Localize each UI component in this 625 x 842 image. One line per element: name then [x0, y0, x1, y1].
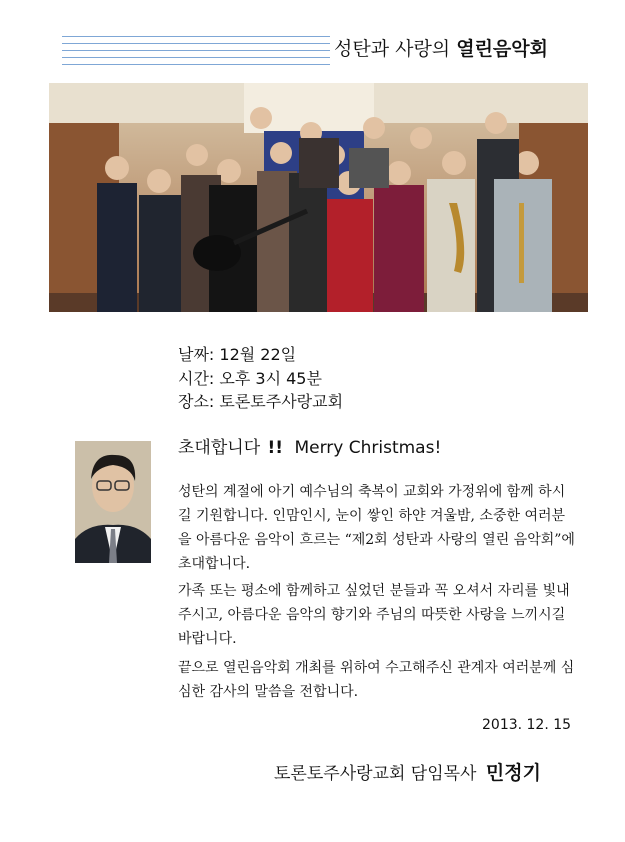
- title-part1: 성탄과 사랑의: [334, 38, 457, 60]
- invitation-heading: [178, 433, 441, 458]
- event-time: 시간: 오후 3시 45분: [178, 369, 322, 388]
- group-photo: [49, 83, 588, 312]
- paragraph-thanks: 끝으로 열린음악회 개최를 위하여 수고해주신 관계자 여러분께 심심한 감사의 말씀을 전합니다.: [178, 660, 575, 700]
- page-title: [334, 34, 548, 61]
- title-part2: 열린음악회: [456, 38, 548, 60]
- paragraph-invitation: 가족 또는 평소에 함께하고 싶었던 분들과 꼭 오셔서 자리를 빛내 주시고, 아름다운 음악의 향기와 주님의 따뜻한 사랑을 느끼시길 바랍니다.: [178, 583, 570, 647]
- group-photo-image: [49, 83, 588, 312]
- event-place: 장소: 토론토주사랑교회: [178, 392, 344, 411]
- pastor-photo: [75, 441, 151, 563]
- signature-prefix: 토론토주사랑교회 담임목사: [274, 764, 477, 784]
- event-date: 날짜: 12월 22일: [178, 345, 297, 364]
- paragraph-greeting: 성탄의 계절에 아기 예수님의 축복이 교회와 가정위에 함께 하시길 기원합니다. 인맘인시, 눈이 쌓인 하얀 겨울밤, 소중한 여러분을 아름다운 음악이 흐르는 “제2회 성탄과 사랑의 열린 음악회”에 초대합니다.: [178, 484, 575, 572]
- heading-english: Merry Christmas!: [294, 438, 442, 458]
- heading-mark: !!: [267, 438, 284, 458]
- pastor-portrait-image: [75, 441, 151, 563]
- heading-korean: 초대합니다: [178, 438, 261, 458]
- letter-date: 2013. 12. 15: [482, 717, 572, 733]
- header-decorative-lines: [62, 36, 330, 66]
- signature: [274, 758, 541, 785]
- signature-name: 민정기: [485, 762, 541, 784]
